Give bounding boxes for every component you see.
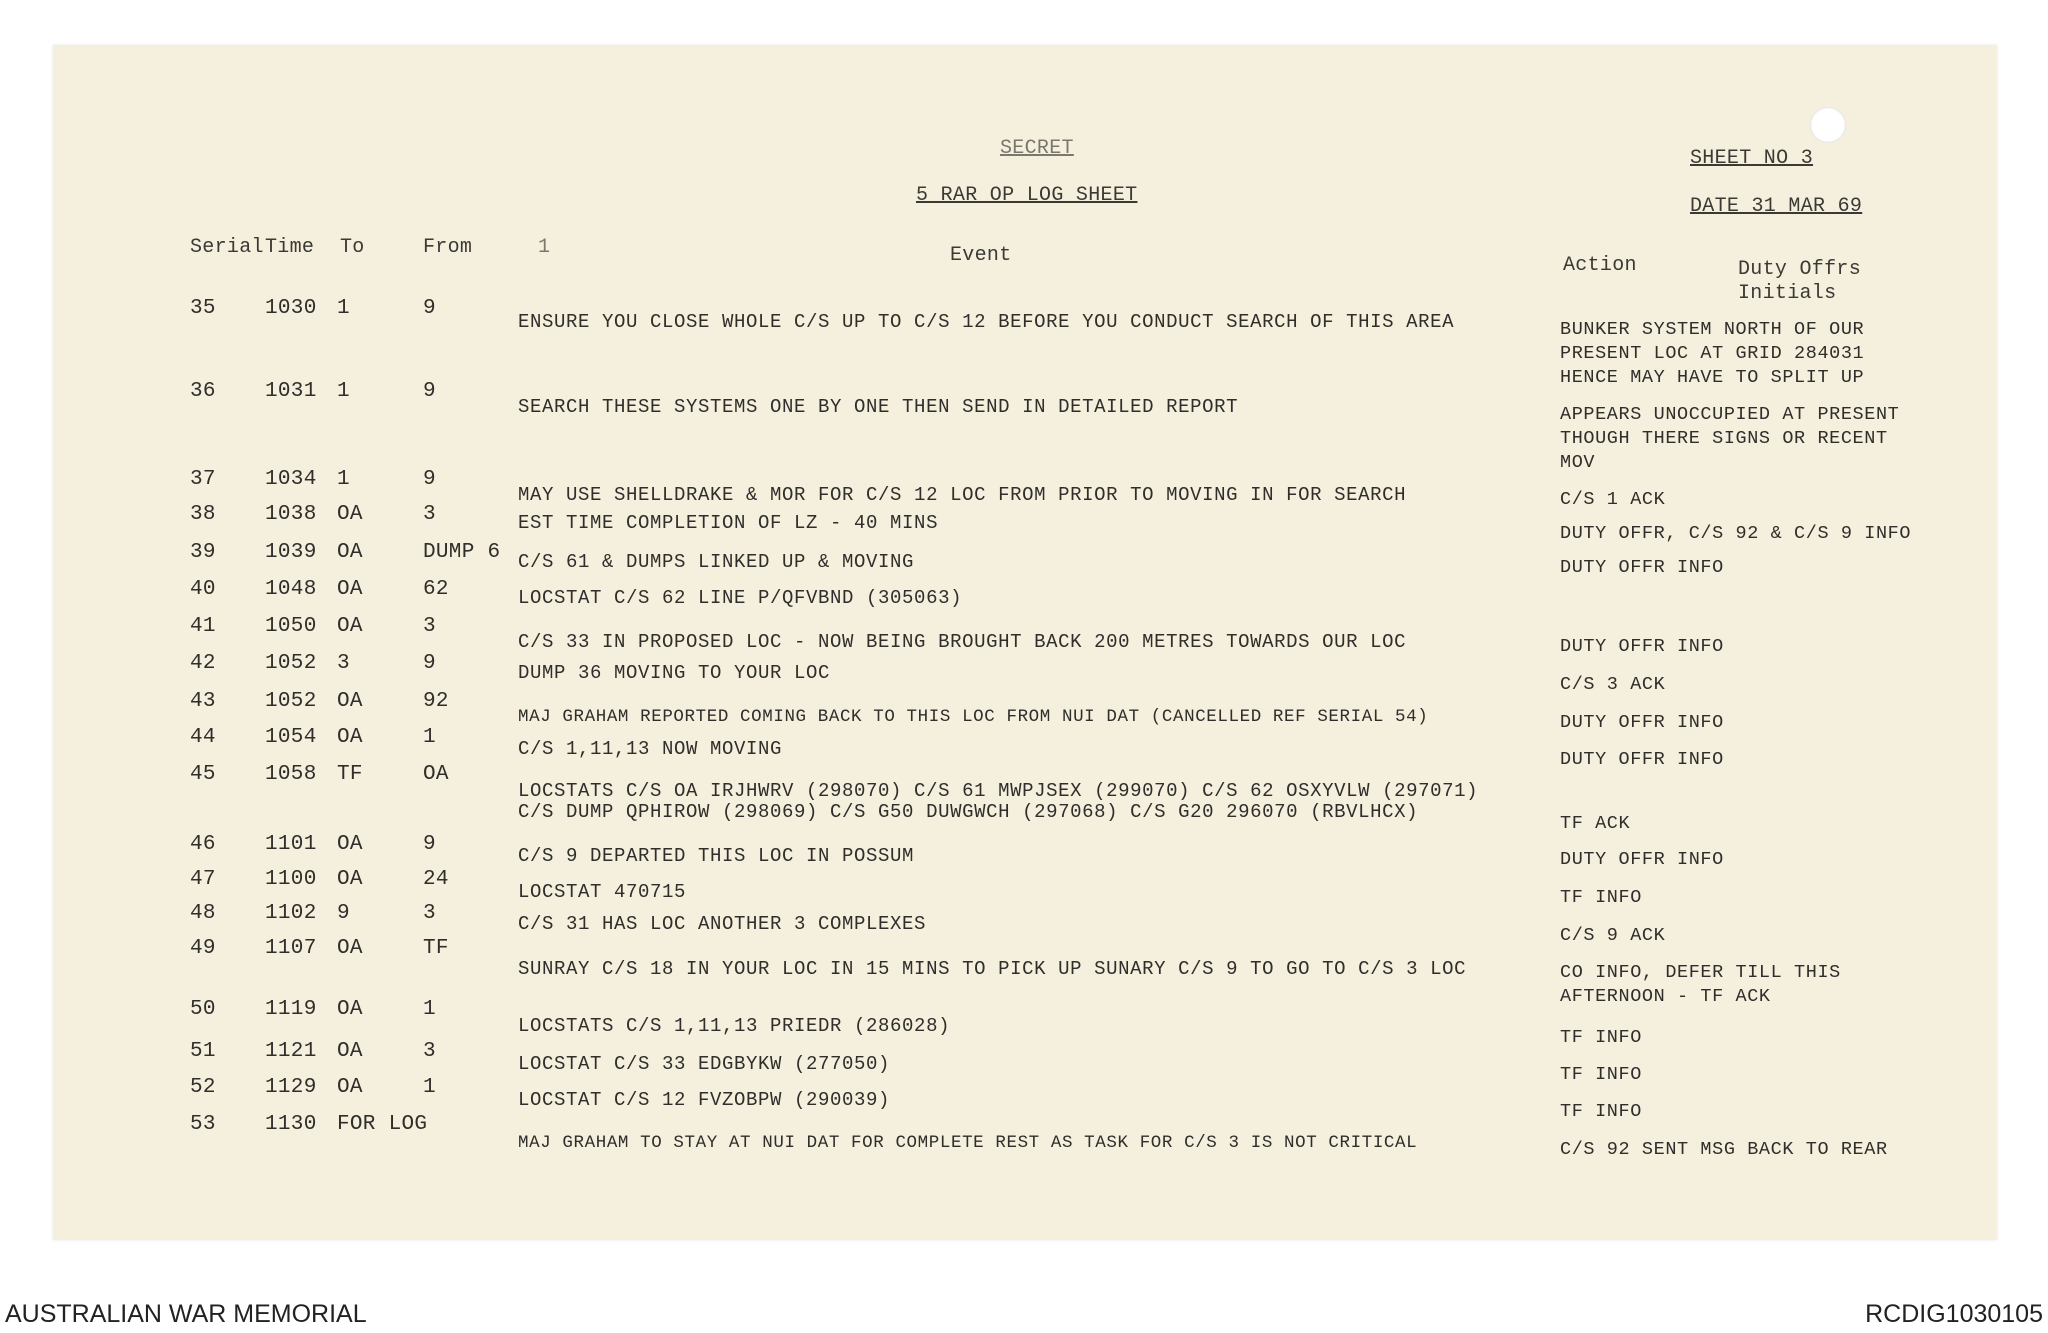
row-time: 1054 [265,726,317,749]
row-event: MAY USE SHELLDRAKE & MOR FOR C/S 12 LOC FROM PRIOR TO MOVING IN FOR SEARCH [518,484,1407,506]
row-action: BUNKER SYSTEM NORTH OF OUR [1560,319,1865,340]
row-to: OA [337,833,363,856]
row-event: MAJ GRAHAM TO STAY AT NUI DAT FOR COMPLETE REST AS TASK FOR C/S 3 IS NOT CRITICAL [518,1133,1418,1153]
row-action: C/S 92 SENT MSG BACK TO REAR [1560,1139,1888,1160]
row-time: 1121 [265,1040,317,1063]
row-serial: 37 [190,468,216,491]
classification-marking: SECRET [1000,137,1074,160]
row-from: 24 [423,868,449,891]
row-event: C/S 1,11,13 NOW MOVING [518,738,783,760]
row-from: 9 [423,652,436,675]
row-serial: 46 [190,833,216,856]
row-to: OA [337,868,363,891]
row-action: APPEARS UNOCCUPIED AT PRESENT [1560,404,1900,425]
column-header-to: To [340,236,365,259]
punch-hole [1810,107,1846,143]
row-action: DUTY OFFR INFO [1560,557,1724,578]
row-action: TF INFO [1560,1064,1642,1085]
row-time: 1031 [265,380,317,403]
row-time: 1130 [265,1113,317,1136]
row-action: DUTY OFFR, C/S 92 & C/S 9 INFO [1560,523,1912,544]
row-to: OA [337,541,363,564]
row-to: 1 [337,297,350,320]
row-from: 1 [423,998,436,1021]
row-event: EST TIME COMPLETION OF LZ - 40 MINS [518,512,939,534]
column-header-initials: Initials [1738,282,1837,305]
row-event: C/S DUMP QPHIROW (298069) C/S G50 DUWGWCH (297068) C/S G20 296070 (RBVLHCX) [518,801,1419,823]
row-action: DUTY OFFR INFO [1560,712,1724,733]
row-time: 1101 [265,833,317,856]
row-action: DUTY OFFR INFO [1560,849,1724,870]
row-action: AFTERNOON - TF ACK [1560,986,1771,1007]
row-time: 1119 [265,998,317,1021]
row-action: TF ACK [1560,813,1631,834]
row-time: 1100 [265,868,317,891]
row-time: 1129 [265,1076,317,1099]
row-to: OA [337,503,363,526]
row-time: 1039 [265,541,317,564]
column-header-from: From [423,236,473,259]
row-from: 9 [423,833,436,856]
row-action: C/S 3 ACK [1560,674,1666,695]
row-to: FOR LOG [337,1113,428,1136]
row-action: TF INFO [1560,887,1642,908]
row-time: 1058 [265,763,317,786]
sheet-title: 5 RAR OP LOG SHEET [916,184,1138,207]
row-time: 1052 [265,690,317,713]
row-from: OA [423,763,449,786]
row-event: MAJ GRAHAM REPORTED COMING BACK TO THIS LOC FROM NUI DAT (CANCELLED REF SERIAL 54) [518,707,1429,727]
row-from: 9 [423,380,436,403]
row-serial: 43 [190,690,216,713]
column-header-duty-offrs: Duty Offrs [1738,258,1862,281]
row-from: 9 [423,468,436,491]
row-from: DUMP 6 [423,541,501,564]
row-time: 1052 [265,652,317,675]
row-from: 1 [423,726,436,749]
row-time: 1107 [265,937,317,960]
footer-source: AUSTRALIAN WAR MEMORIAL [5,1300,367,1328]
row-from: TF [423,937,449,960]
row-serial: 53 [190,1113,216,1136]
row-action: MOV [1560,452,1596,473]
row-event: C/S 9 DEPARTED THIS LOC IN POSSUM [518,845,915,867]
row-to: OA [337,998,363,1021]
row-time: 1102 [265,902,317,925]
row-action: C/S 9 ACK [1560,925,1666,946]
row-serial: 38 [190,503,216,526]
row-event: C/S 61 & DUMPS LINKED UP & MOVING [518,551,915,573]
row-event: LOCSTAT C/S 12 FVZOBPW (290039) [518,1089,891,1111]
row-time: 1038 [265,503,317,526]
column-header-time: Time [265,236,315,259]
row-serial: 42 [190,652,216,675]
row-to: OA [337,726,363,749]
row-to: 1 [337,380,350,403]
row-from: 1 [423,1076,436,1099]
row-event: LOCSTATS C/S 1,11,13 PRIEDR (286028) [518,1015,951,1037]
row-serial: 39 [190,541,216,564]
row-to: TF [337,763,363,786]
column-header-action: Action [1563,254,1637,277]
row-from: 3 [423,1040,436,1063]
column-header-mark: 1 [538,236,551,259]
row-to: 1 [337,468,350,491]
row-to: 3 [337,652,350,675]
row-event: LOCSTAT C/S 33 EDGBYKW (277050) [518,1053,891,1075]
row-to: OA [337,690,363,713]
row-to: 9 [337,902,350,925]
row-action: THOUGH THERE SIGNS OR RECENT [1560,428,1888,449]
row-time: 1034 [265,468,317,491]
row-event: LOCSTAT C/S 62 LINE P/QFVBND (305063) [518,587,963,609]
row-action: PRESENT LOC AT GRID 284031 [1560,343,1865,364]
row-to: OA [337,578,363,601]
row-time: 1048 [265,578,317,601]
row-action: TF INFO [1560,1101,1642,1122]
row-event: ENSURE YOU CLOSE WHOLE C/S UP TO C/S 12 BEFORE YOU CONDUCT SEARCH OF THIS AREA [518,311,1455,333]
row-from: 3 [423,615,436,638]
row-action: HENCE MAY HAVE TO SPLIT UP [1560,367,1865,388]
row-serial: 52 [190,1076,216,1099]
row-action: CO INFO, DEFER TILL THIS [1560,962,1841,983]
sheet-date: DATE 31 MAR 69 [1690,195,1863,218]
row-serial: 41 [190,615,216,638]
footer-reference: RCDIG1030105 [1865,1300,2043,1328]
row-to: OA [337,1076,363,1099]
row-action: DUTY OFFR INFO [1560,749,1724,770]
row-time: 1030 [265,297,317,320]
row-serial: 51 [190,1040,216,1063]
row-to: OA [337,937,363,960]
row-event: LOCSTAT 470715 [518,881,687,903]
row-to: OA [337,615,363,638]
column-header-event: Event [950,244,1012,267]
row-event: SUNRAY C/S 18 IN YOUR LOC IN 15 MINS TO PICK UP SUNARY C/S 9 TO GO TO C/S 3 LOC [518,958,1467,980]
row-action: DUTY OFFR INFO [1560,636,1724,657]
row-serial: 50 [190,998,216,1021]
row-serial: 49 [190,937,216,960]
row-to: OA [337,1040,363,1063]
row-from: 3 [423,503,436,526]
row-event: SEARCH THESE SYSTEMS ONE BY ONE THEN SEND IN DETAILED REPORT [518,396,1239,418]
row-action: C/S 1 ACK [1560,489,1666,510]
row-serial: 44 [190,726,216,749]
row-serial: 36 [190,380,216,403]
row-serial: 47 [190,868,216,891]
row-event: C/S 33 IN PROPOSED LOC - NOW BEING BROUGHT BACK 200 METRES TOWARDS OUR LOC [518,631,1407,653]
row-from: 62 [423,578,449,601]
row-from: 9 [423,297,436,320]
row-from: 92 [423,690,449,713]
row-serial: 45 [190,763,216,786]
row-event: C/S 31 HAS LOC ANOTHER 3 COMPLEXES [518,913,927,935]
row-action: TF INFO [1560,1027,1642,1048]
row-serial: 40 [190,578,216,601]
sheet-number: SHEET NO 3 [1690,147,1814,170]
row-from: 3 [423,902,436,925]
row-event: DUMP 36 MOVING TO YOUR LOC [518,662,831,684]
row-serial: 48 [190,902,216,925]
row-serial: 35 [190,297,216,320]
column-header-serial: Serial [190,236,264,259]
row-time: 1050 [265,615,317,638]
row-event: LOCSTATS C/S OA IRJHWRV (298070) C/S 61 MWPJSEX (299070) C/S 62 OSXYVLW (297071) [518,780,1479,802]
